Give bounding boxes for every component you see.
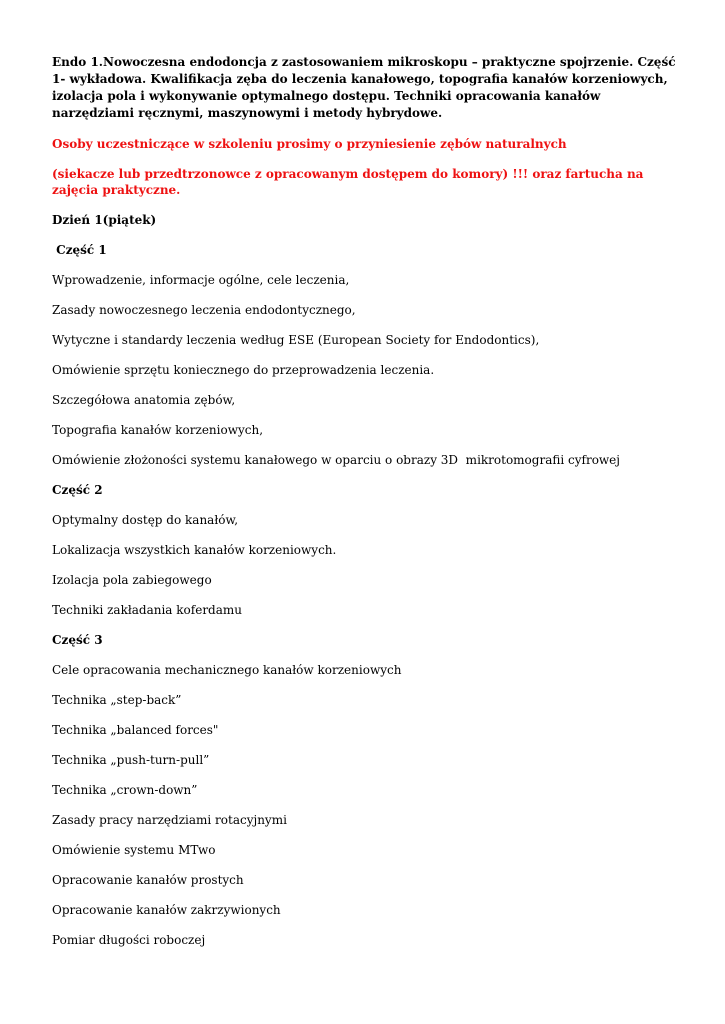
notice-line-2: (siekacze lub przedtrzonowce z opracowanym dostępem do komory) !!! oraz fartucha na zajęcia praktyczne. [52, 167, 644, 197]
list-item: Szczegółowa anatomia zębów, [52, 393, 236, 407]
list-item: Technika „step-back” [52, 693, 182, 707]
list-item: Topografia kanałów korzeniowych, [52, 423, 264, 437]
day-heading: Dzień 1(piątek) [52, 213, 157, 227]
section-heading: Część 3 [52, 633, 103, 647]
list-item: Lokalizacja wszystkich kanałów korzeniowych. [52, 543, 337, 557]
notice-line-1: Osoby uczestniczące w szkoleniu prosimy o przyniesienie zębów naturalnych [52, 137, 567, 151]
list-item: Techniki zakładania koferdamu [52, 603, 242, 617]
list-item: Zasady nowoczesnego leczenia endodontycznego, [52, 303, 356, 317]
list-item: Optymalny dostęp do kanałów, [52, 513, 239, 527]
list-item: Zasady pracy narzędziami rotacyjnymi [52, 813, 287, 827]
section-1 [52, 242, 677, 468]
list-item: Opracowanie kanałów zakrzywionych [52, 903, 281, 917]
list-item: Omówienie sprzętu koniecznego do przeprowadzenia leczenia. [52, 363, 435, 377]
list-item: Omówienie złożoności systemu kanałowego w oparciu o obrazy 3D mikrotomografii cyfrowej [52, 453, 621, 467]
list-item: Cele opracowania mechanicznego kanałów korzeniowych [52, 663, 402, 677]
list-item: Pomiar długości roboczej [52, 933, 206, 947]
section-heading: Część 1 [52, 243, 107, 257]
list-item: Wprowadzenie, informacje ogólne, cele leczenia, [52, 273, 350, 287]
list-item: Technika „balanced forces" [52, 723, 219, 737]
list-item: Omówienie systemu MTwo [52, 843, 216, 857]
section-heading: Część 2 [52, 483, 103, 497]
list-item: Technika „crown-down” [52, 783, 198, 797]
list-item: Wytyczne i standardy leczenia według ESE (European Society for Endodontics), [52, 333, 540, 347]
list-item: Izolacja pola zabiegowego [52, 573, 212, 587]
section-2 [52, 482, 677, 618]
document-body [52, 54, 677, 948]
section-3 [52, 632, 677, 948]
list-item: Opracowanie kanałów prostych [52, 873, 244, 887]
document-title: Endo 1.Nowoczesna endodoncja z zastosowaniem mikroskopu – praktyczne spojrzenie. Część 1- wykładowa. Kwalifikacja zęba do leczenia kanałowego, topografia kanałów korzeniowych, izolacja pola i wykonywanie optymalnego dostępu. Techniki opracowania kanałów narzędziami ręcznymi, maszynowymi i metody hybrydowe. [52, 55, 676, 120]
list-item: Technika „push-turn-pull” [52, 753, 210, 767]
